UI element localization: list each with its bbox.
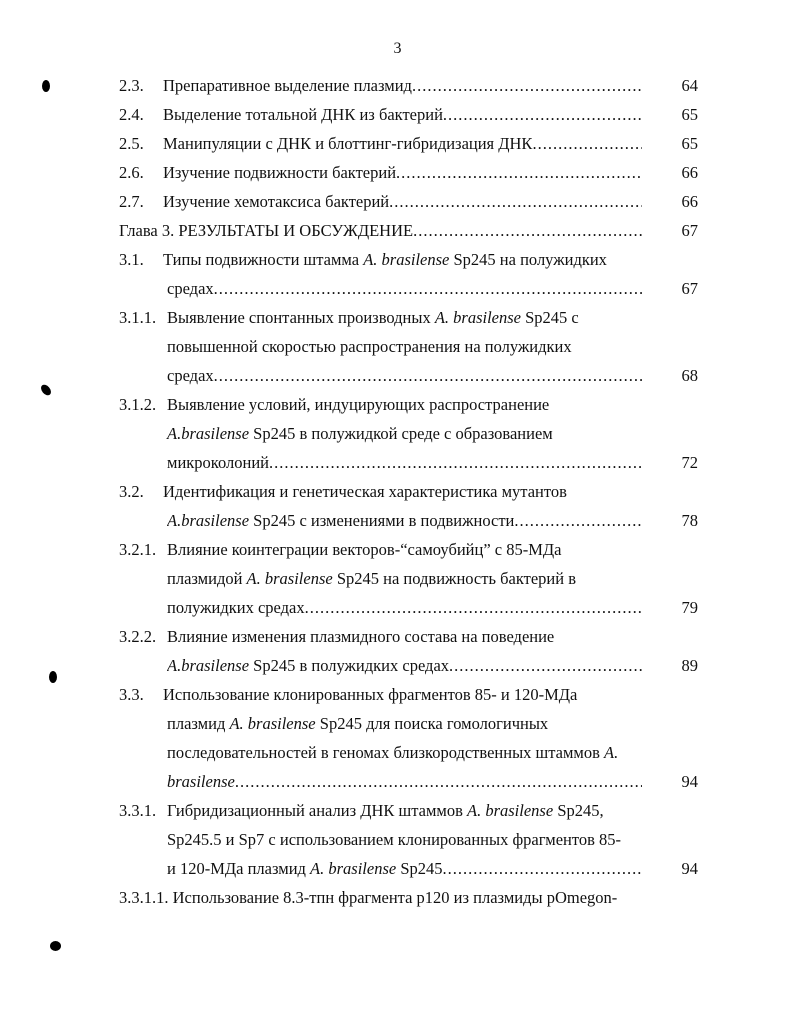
entry-page: 66 <box>681 163 698 182</box>
entry-title: Влияние коинтеграции векторов-“самоубийц” с 85-МДа <box>167 540 562 559</box>
entry-page: 94 <box>681 772 698 791</box>
entry-title: Типы подвижности штамма A. brasilense Sp245 на полужидких <box>163 250 607 269</box>
entry-number: 2.6. <box>119 163 144 182</box>
entry-number: 3.2.1. <box>119 540 157 559</box>
entry-page: 65 <box>681 134 698 153</box>
toc-entry <box>0 796 795 825</box>
entry-page: 68 <box>681 366 698 385</box>
entry-title: 3.3.1.1. Использование 8.3-тпн фрагмента p120 из плазмиды pOmegon- <box>119 888 618 907</box>
toc-entry-continuation: последовательностей в геномах близкородственных штаммов A. <box>167 743 619 762</box>
toc-entry <box>0 622 795 651</box>
entry-title: Выявление условий, индуцирующих распространение <box>167 395 550 414</box>
entry-title: Гибридизационный анализ ДНК штаммов A. brasilense Sp245, <box>167 801 604 820</box>
toc-entry <box>0 71 795 100</box>
entry-page: 66 <box>681 192 698 211</box>
toc-entry <box>0 535 795 564</box>
entry-title: Изучение подвижности бактерий <box>163 163 397 182</box>
entry-title: Выявление спонтанных производных A. brasilense Sp245 с <box>167 308 579 327</box>
entry-number: 2.7. <box>119 192 144 211</box>
toc-entry-continuation: A.brasilense Sp245 в полужидких средах ..... 89 <box>0 651 795 680</box>
entry-title: Влияние изменения плазмидного состава на поведение <box>167 627 555 646</box>
toc-entry-continuation: микроколоний ..... 72 <box>0 448 795 477</box>
entry-page: 72 <box>681 453 698 472</box>
toc-entry-continuation: полужидких средах ..... 79 <box>0 593 795 622</box>
toc-entry-continuation: плазмид A. brasilense Sp245 для поиска гомологичных <box>167 714 549 733</box>
entry-number: 3.2.2. <box>119 627 157 646</box>
chapter-title: Глава 3. РЕЗУЛЬТАТЫ И ОБСУЖДЕНИЕ <box>119 221 414 240</box>
toc-entry <box>0 680 795 709</box>
entry-number: 2.5. <box>119 134 144 153</box>
entry-title: Препаративное выделение плазмид <box>163 76 412 95</box>
entry-page: 64 <box>681 76 698 95</box>
entry-number: 3.2. <box>119 482 144 501</box>
entry-title: Идентификация и генетическая характеристика мутантов <box>163 482 567 501</box>
entry-number: 2.3. <box>119 76 144 95</box>
entry-page: 78 <box>681 511 698 530</box>
toc-entry <box>0 390 795 419</box>
entry-number: 2.4. <box>119 105 144 124</box>
toc-entry-continuation: и 120-МДа плазмид A. brasilense Sp245 ..... 94 <box>0 854 795 883</box>
entry-title: Изучение хемотаксиса бактерий <box>163 192 390 211</box>
entry-title: Манипуляции с ДНК и блоттинг-гибридизация ДНК <box>163 134 533 153</box>
entry-number: 3.3.1. <box>119 801 157 820</box>
toc-entry <box>0 187 795 216</box>
entry-page: 65 <box>681 105 698 124</box>
toc-entry-continuation: средах ..... 68 <box>0 361 795 390</box>
toc-entry <box>0 245 795 274</box>
table-of-contents <box>0 71 795 912</box>
toc-entry <box>0 129 795 158</box>
entry-number: 3.3. <box>119 685 144 704</box>
toc-entry <box>0 477 795 506</box>
toc-entry-continuation: brasilense ..... 94 <box>0 767 795 796</box>
entry-page: 67 <box>681 221 698 240</box>
entry-title: Выделение тотальной ДНК из бактерий <box>163 105 443 124</box>
toc-entry-continuation: средах ..... 67 <box>0 274 795 303</box>
entry-number: 3.1. <box>119 250 144 269</box>
entry-page: 89 <box>681 656 698 675</box>
toc-entry-continuation: A.brasilense Sp245 в полужидкой среде с образованием <box>167 424 553 443</box>
entry-number: 3.1.2. <box>119 395 157 414</box>
toc-entry-continuation: повышенной скоростью распространения на полужидких <box>167 337 572 356</box>
entry-page: 67 <box>681 279 698 298</box>
toc-entry <box>0 303 795 332</box>
toc-entry <box>0 158 795 187</box>
toc-entry <box>0 883 795 912</box>
entry-number: 3.1.1. <box>119 308 157 327</box>
toc-chapter <box>0 216 795 245</box>
entry-title: Использование клонированных фрагментов 85- и 120-МДа <box>163 685 578 704</box>
page-number: 3 <box>393 40 402 57</box>
toc-entry <box>0 100 795 129</box>
entry-page: 94 <box>681 859 698 878</box>
binding-hole-4 <box>50 941 61 951</box>
entry-page: 79 <box>681 598 698 617</box>
toc-entry-continuation: плазмидой A. brasilense Sp245 на подвижность бактерий в <box>167 569 576 588</box>
toc-entry-continuation: Sp245.5 и Sp7 с использованием клонированных фрагментов 85- <box>167 830 622 849</box>
toc-entry-continuation: A.brasilense Sp245 с изменениями в подвижности ..... 78 <box>0 506 795 535</box>
